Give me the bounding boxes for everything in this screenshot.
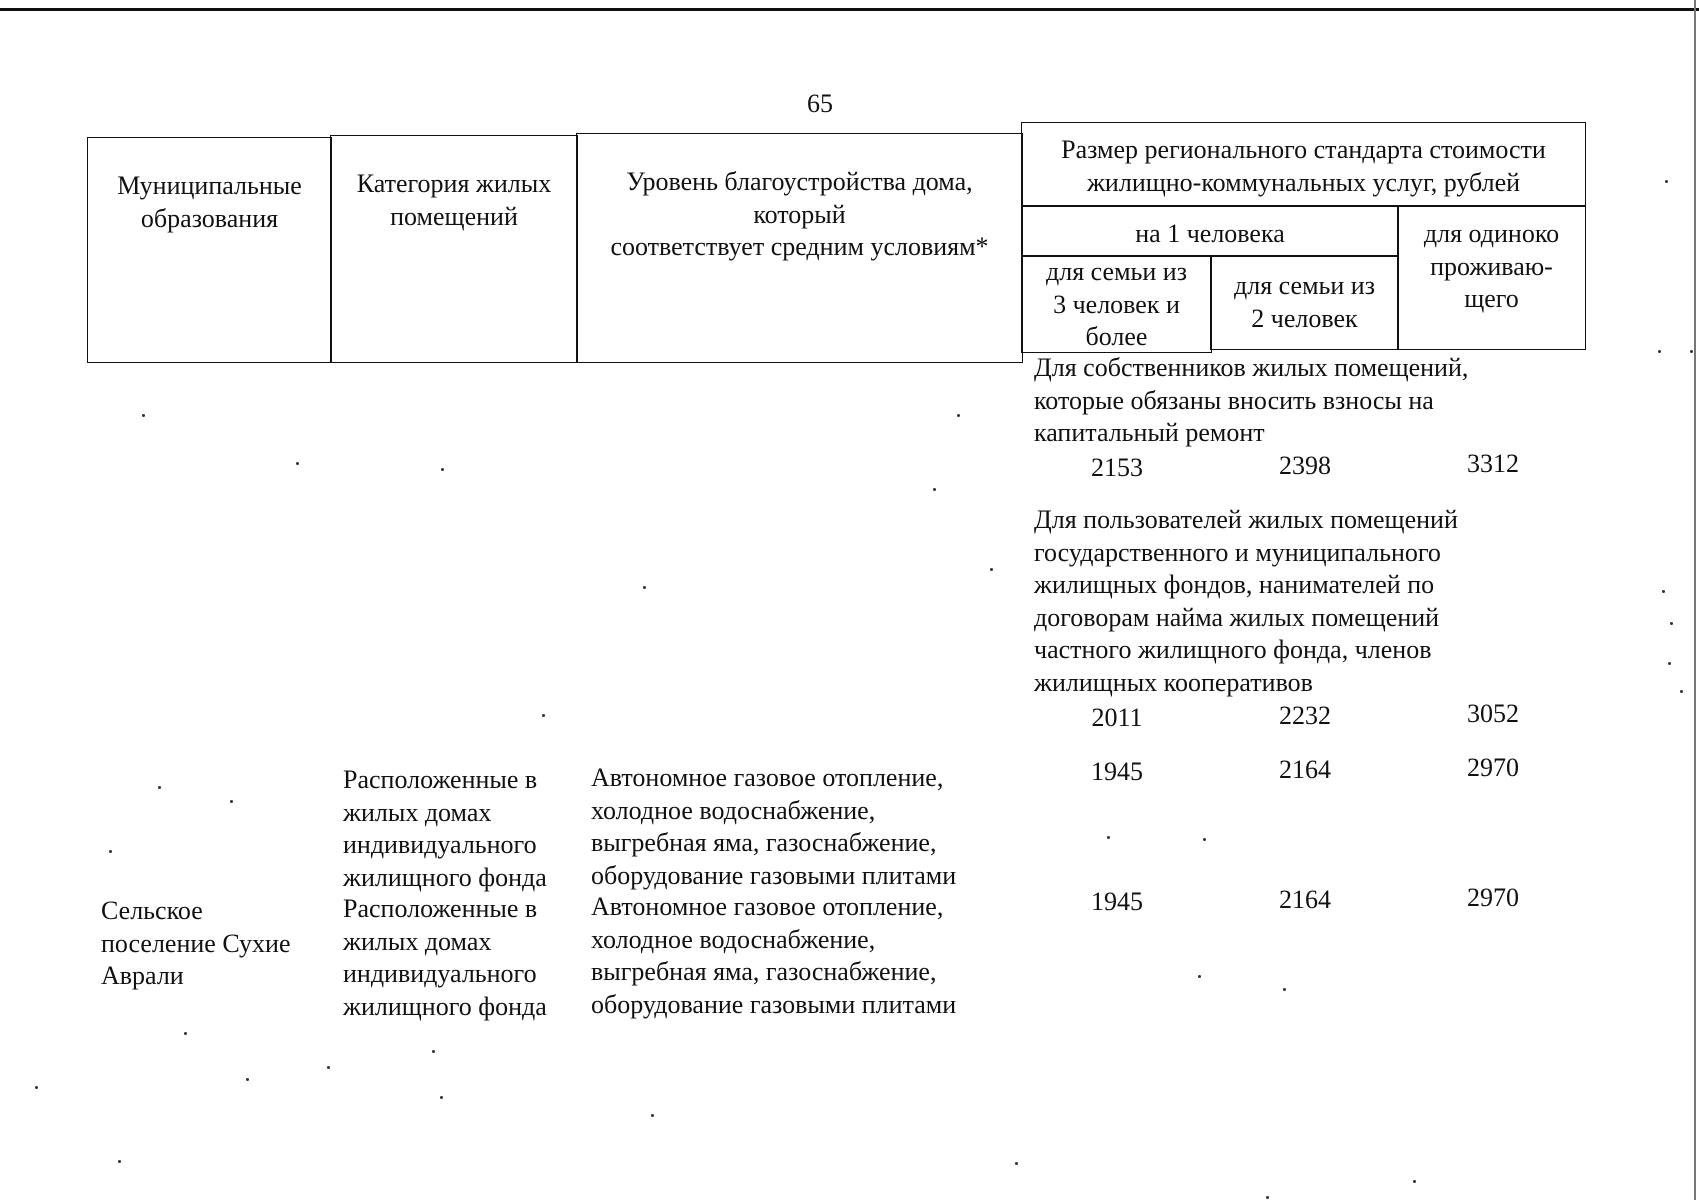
- header-per-person-label: на 1 человека: [1135, 219, 1285, 248]
- row-family3-value: 1945: [1091, 757, 1143, 786]
- row-level-text: Автономное газовое отопление, холодное водоснабжение, выгребная яма, газоснабжение, оборудование газовыми плитами: [591, 763, 957, 890]
- scan-speck: [441, 468, 444, 471]
- row-municipality-text: Сельское поселение Сухие Аврали: [101, 896, 291, 990]
- scan-speck: [933, 488, 936, 491]
- scan-speck: [1413, 1180, 1416, 1183]
- header-single-label: для одиноко проживаю- щего: [1423, 219, 1560, 313]
- scan-speck: [1203, 838, 1206, 841]
- scan-speck: [1670, 622, 1673, 625]
- scan-speck: [158, 786, 161, 789]
- scan-speck: [990, 568, 993, 571]
- header-standard-label: Размер регионального стандарта стоимости жилищно-коммунальных услуг, рублей: [1061, 135, 1546, 197]
- scan-speck: [109, 850, 112, 853]
- scan-speck: [35, 1086, 38, 1089]
- scan-speck: [542, 714, 545, 717]
- header-level-label: Уровень благоустройства дома, который соответствует средним условиям*: [610, 167, 989, 261]
- header-family2-label: для семьи из 2 человек: [1234, 271, 1375, 333]
- scan-speck: [957, 414, 960, 417]
- scan-speck: [1266, 1196, 1269, 1199]
- header-family3-label: для семьи из 3 человек и более: [1046, 257, 1187, 351]
- scan-speck: [1015, 1162, 1018, 1165]
- scan-speck: [440, 1096, 443, 1099]
- header-category-label: Категория жилых помещений: [356, 169, 552, 231]
- right-scan-edge: [1694, 0, 1696, 1200]
- scan-speck: [1662, 590, 1665, 593]
- row-single-value: 2970: [1467, 883, 1519, 912]
- row-family3-value: 1945: [1091, 887, 1143, 916]
- scan-speck: [184, 1032, 187, 1035]
- users-family2-value: 2232: [1279, 701, 1331, 730]
- owners-single-value: 3312: [1467, 449, 1519, 478]
- scan-speck: [118, 1160, 121, 1163]
- row-family2-value: 2164: [1279, 885, 1331, 914]
- users-family3-value: 2011: [1091, 703, 1143, 732]
- scan-speck: [246, 1078, 249, 1081]
- scan-speck: [1658, 350, 1661, 353]
- scan-speck: [651, 1114, 654, 1117]
- row-category-text: Расположенные в жилых домах индивидуального жилищного фонда: [343, 894, 547, 1021]
- scan-speck: [1668, 662, 1671, 665]
- scan-speck: [1680, 690, 1683, 693]
- scan-speck: [230, 800, 233, 803]
- row-family2-value: 2164: [1279, 755, 1331, 784]
- scan-speck: [142, 414, 145, 417]
- owners-family3-value: 2153: [1091, 453, 1143, 482]
- header-municipality-label: Муниципальные образования: [117, 171, 302, 233]
- scan-speck: [1690, 350, 1693, 353]
- row-level-text: Автономное газовое отопление, холодное водоснабжение, выгребная яма, газоснабжение, оборудование газовыми плитами: [591, 892, 957, 1019]
- scan-speck: [327, 1066, 330, 1069]
- scan-speck: [1283, 988, 1286, 991]
- scan-speck: [1107, 836, 1110, 839]
- owners-family2-value: 2398: [1279, 451, 1331, 480]
- scan-speck: [643, 586, 646, 589]
- scan-speck: [1665, 180, 1668, 183]
- scan-speck: [1198, 975, 1201, 978]
- scan-speck: [296, 462, 299, 465]
- page-number: 65: [807, 89, 833, 118]
- users-section-label: Для пользователей жилых помещений государственного и муниципального жилищных фондов, нанимателей по договорам найма жилых помещений частного жилищного фонда, членов жилищных кооперативов: [1034, 505, 1458, 697]
- users-single-value: 3052: [1467, 699, 1519, 728]
- row-single-value: 2970: [1467, 753, 1519, 782]
- top-scan-rule: [0, 8, 1699, 11]
- row-category-text: Расположенные в жилых домах индивидуального жилищного фонда: [343, 765, 547, 892]
- scan-speck: [432, 1050, 435, 1053]
- owners-section-label: Для собственников жилых помещений, которые обязаны вносить взносы на капитальный ремонт: [1034, 353, 1469, 447]
